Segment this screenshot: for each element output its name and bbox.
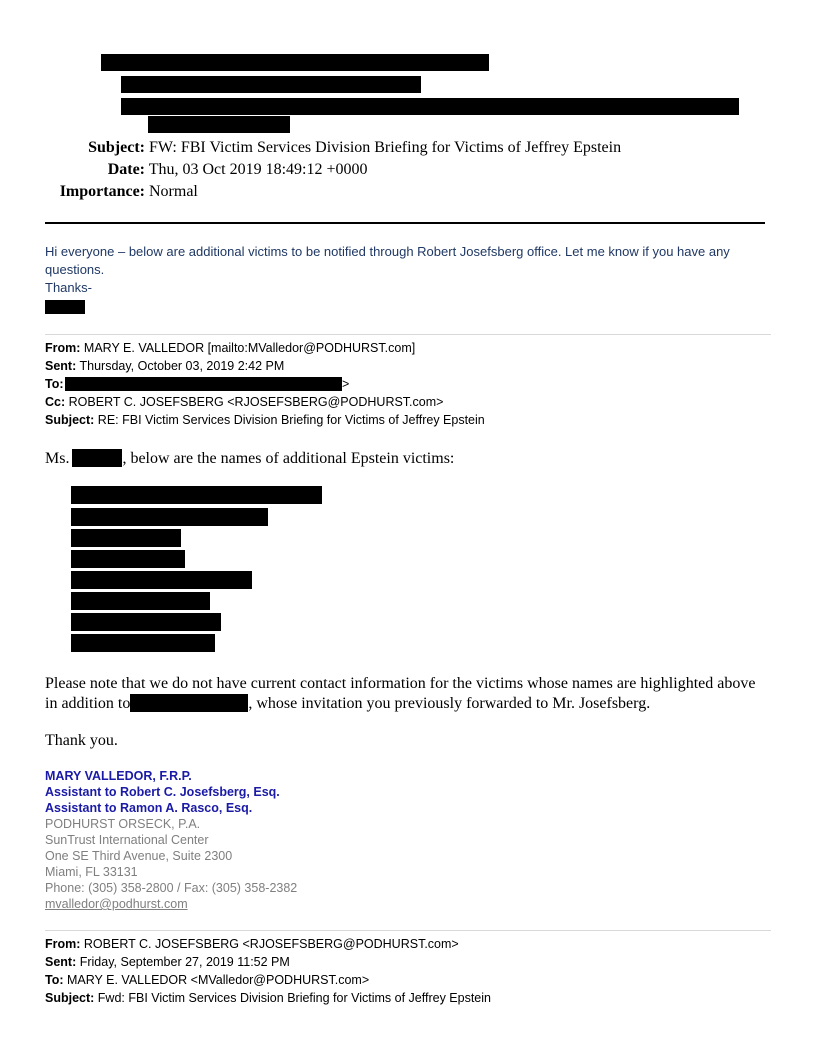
message2-to-value: MARY E. VALLEDOR <MValledor@PODHURST.com> [67,973,370,987]
salutation-suffix: , below are the names of additional Epstein victims: [122,450,455,467]
redaction-list-item-8 [71,634,215,652]
signature-title-2: Assistant to Ramon A. Rasco, Esq. [45,801,253,815]
header-importance-value: Normal [149,183,198,200]
message2-subject-value: Fwd: FBI Victim Services Division Briefing for Victims of Jeffrey Epstein [97,991,491,1005]
redaction-message1-to [65,377,342,391]
message1-cc [45,393,443,411]
message1-sent-value: Thursday, October 03, 2019 2:42 PM [79,359,285,373]
signature-address-1: SunTrust International Center [45,833,209,847]
forward-note [45,243,770,297]
redaction-list-item-1 [71,486,322,504]
message2-to [45,971,369,989]
redaction-header-4 [148,116,290,133]
message1-subject-value: RE: FBI Victim Services Division Briefing for Victims of Jeffrey Epstein [97,413,485,427]
message1-from [45,339,415,357]
message1-from-label: From: [45,341,81,355]
header-importance-row [45,182,198,202]
message1-sent [45,357,284,375]
salutation-prefix: Ms. [45,450,70,467]
message2-sent-value: Friday, September 27, 2019 11:52 PM [79,955,290,969]
message1-to-suffix: > [342,377,350,391]
message2-sent [45,953,290,971]
signature-title-1: Assistant to Robert C. Josefsberg, Esq. [45,785,280,799]
contact-note [45,674,770,714]
signature-email-link[interactable]: mvalledor@podhurst.com [45,897,188,911]
header-date-row [45,160,368,180]
header-subject-value: FW: FBI Victim Services Division Briefing for Victims of Jeffrey Epstein [149,139,622,156]
signature-address-3: Miami, FL 33131 [45,865,138,879]
message2-sent-label: Sent: [45,955,77,969]
signature-name: MARY VALLEDOR, F.R.P. [45,769,192,783]
message2-subject-label: Subject: [45,991,95,1005]
message1-sent-label: Sent: [45,359,77,373]
signature-address-2: One SE Third Avenue, Suite 2300 [45,849,233,863]
message2-to-label: To: [45,973,64,987]
redaction-list-item-2 [71,508,268,526]
message1-cc-label: Cc: [45,395,66,409]
message1-to [45,375,64,393]
salutation [45,449,454,469]
forward-note-text: Hi everyone – below are additional victims to be notified through Robert Josefsberg office. Let me know if you have any questions. [45,244,730,277]
header-subject-row [45,138,621,158]
redaction-contact-note-name [130,694,248,712]
message2-subject [45,989,491,1007]
redaction-list-item-7 [71,613,221,631]
signature-phone: Phone: (305) 358-2800 / Fax: (305) 358-2382 [45,881,298,895]
redaction-list-item-4 [71,550,185,568]
message1-from-value: MARY E. VALLEDOR [mailto:MValledor@PODHURST.com] [83,341,416,355]
redaction-list-item-6 [71,592,210,610]
message1-divider [45,334,771,335]
signature-firm: PODHURST ORSECK, P.A. [45,817,201,831]
redaction-header-3 [121,98,739,115]
forward-note-thanks: Thanks- [45,280,92,295]
message1-to-label: To: [45,377,64,391]
redaction-header-1 [101,54,489,71]
header-subject-label: Subject: [88,139,145,156]
message2-from [45,935,459,953]
message2-from-value: ROBERT C. JOSEFSBERG <RJOSEFSBERG@PODHURST.com> [83,937,459,951]
header-date-value: Thu, 03 Oct 2019 18:49:12 +0000 [148,161,368,178]
header-divider [45,222,765,224]
message2-from-label: From: [45,937,81,951]
message1-cc-value: ROBERT C. JOSEFSBERG <RJOSEFSBERG@PODHURST.com> [68,395,444,409]
contact-note-part2: , whose invitation you previously forwarded to Mr. Josefsberg. [248,695,651,712]
message2-divider [45,930,771,931]
redaction-note-signature [45,300,85,314]
redaction-list-item-3 [71,529,181,547]
redaction-salutation-name [72,449,122,467]
message1-subject-label: Subject: [45,413,95,427]
thank-you: Thank you. [45,732,118,749]
message1-subject [45,411,485,429]
contact-note-part1: Please note that we do not have current contact information for the victims whose names are highlighted above in addition to [45,675,756,712]
redaction-list-item-5 [71,571,252,589]
redaction-header-2 [121,76,421,93]
header-importance-label: Importance: [59,183,145,200]
header-date-label: Date: [107,161,145,178]
